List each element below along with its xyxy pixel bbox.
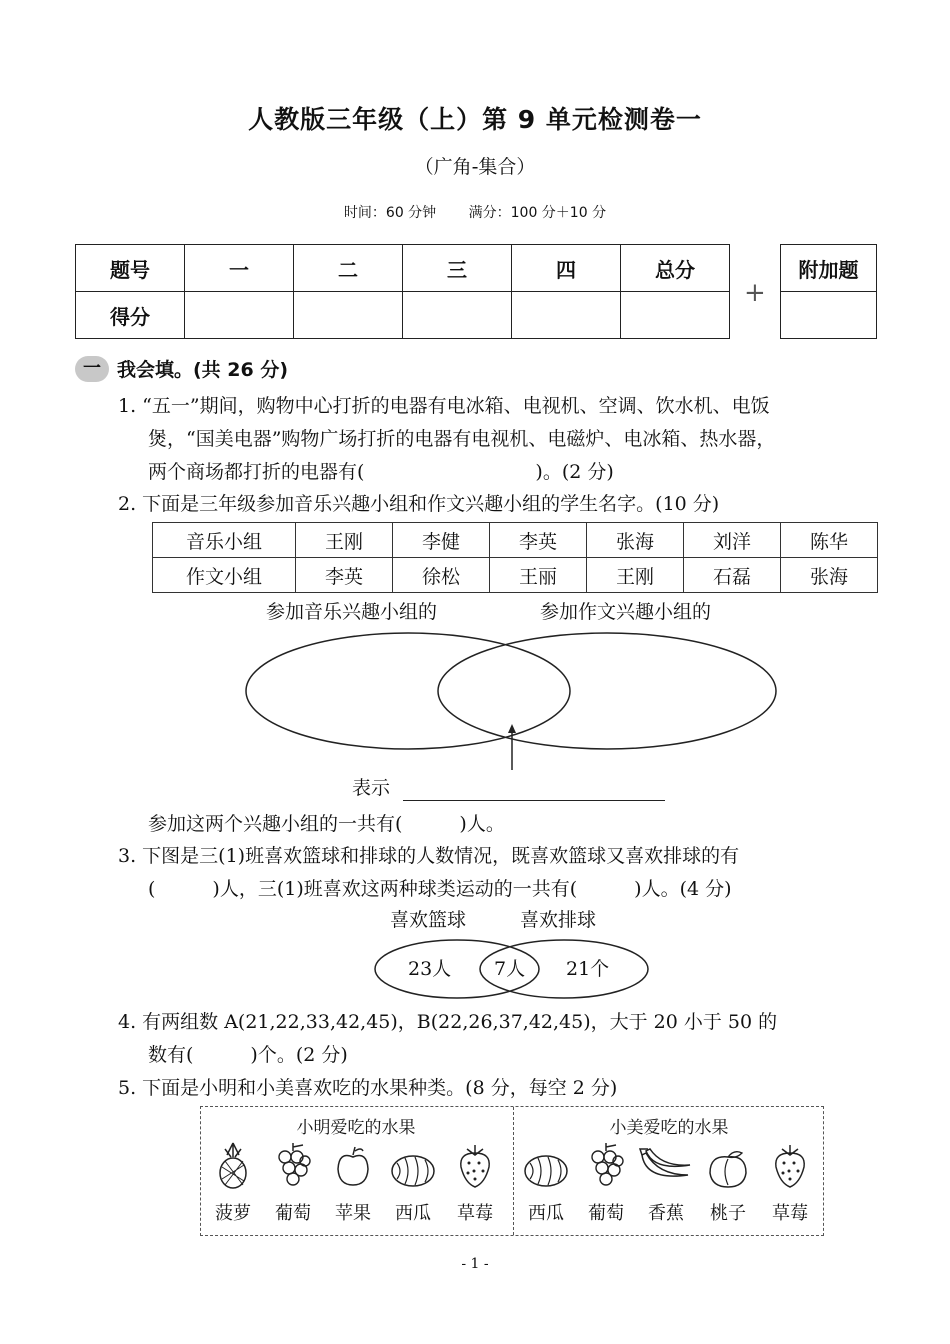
names-cell: 陈华 [781,523,878,558]
fruit-item [698,1141,758,1225]
q2-line1: 2. 下面是三年级参加音乐兴趣小组和作文兴趣小组的学生名字。(10 分) [118,493,720,515]
names-cell: 李健 [393,523,490,558]
fruit-label: 香蕉 [648,1203,684,1224]
names-cell: 张海 [781,558,878,593]
xiaoming-panel [201,1107,511,1235]
page-number: - 1 - [461,1256,489,1272]
names-cell: 李英 [490,523,587,558]
page-title: 人教版三年级（上）第 9 单元检测卷一 [248,105,702,134]
q1-line3: 两个商场都打折的电器有( )。(2 分) [148,461,614,483]
time-limit: 时间：60 分钟 [343,205,437,221]
score-cell[interactable] [294,292,403,339]
xiaomei-header: 小美爱吃的水果 [609,1118,729,1138]
extra-score-table [780,244,877,339]
apple-icon [333,1145,373,1189]
score-header-cell: 三 [403,245,512,292]
fruit-label: 苹果 [335,1203,371,1224]
count-basketball-only: 23人 [408,958,452,980]
fruit-item [383,1141,443,1225]
score-header-cell: 四 [512,245,621,292]
fruit-item [760,1141,820,1225]
fruit-label: 葡萄 [275,1203,311,1224]
names-cell: 王丽 [490,558,587,593]
fruit-item [576,1141,636,1225]
pineapple-icon [213,1141,253,1189]
indicate-answer-line[interactable] [403,800,665,801]
venn-diagram [240,632,785,772]
names-cell: 音乐小组 [153,523,296,558]
exam-meta [0,202,950,222]
arrow-head-icon [508,724,516,733]
score-row-label: 得分 [76,292,185,339]
extra-header-cell: 附加题 [781,245,877,292]
fruit-item [323,1141,383,1225]
q4-line1: 4. 有两组数 A(21,22,33,42,45)，B(22,26,37,42,45)，大于 20 小于 50 的 [118,1011,778,1033]
fruit-label: 西瓜 [395,1203,431,1224]
fruit-label: 葡萄 [588,1203,624,1224]
fruit-label: 西瓜 [528,1203,564,1224]
grapes-icon [586,1141,626,1189]
full-score: 满分：100 分＋10 分 [468,205,607,221]
names-cell: 刘洋 [684,523,781,558]
banana-icon [638,1145,694,1189]
names-cell: 徐松 [393,558,490,593]
names-cell: 石磊 [684,558,781,593]
fruit-label: 草莓 [457,1203,493,1224]
q3-line2: ( )人，三(1)班喜欢这两种球类运动的一共有( )人。(4 分) [148,878,732,900]
venn-label-music: 参加音乐兴趣小组的 [266,601,438,623]
fruit-box [200,1106,824,1236]
fruit-label: 草莓 [772,1203,808,1224]
strawberry-icon [455,1141,495,1189]
q2-total-line: 参加这两个兴趣小组的一共有( )人。 [148,813,505,835]
strawberry-icon [770,1141,810,1189]
xiaomei-panel [513,1107,824,1235]
names-cell: 王刚 [587,558,684,593]
venn-circle-music [246,633,570,749]
names-cell: 王刚 [296,523,393,558]
fruit-item [516,1141,576,1225]
score-header-cell: 总分 [621,245,730,292]
fruit-item [263,1141,323,1225]
fruit-item [636,1141,696,1225]
peach-icon [706,1149,750,1189]
page-subtitle: （广角-集合） [414,156,536,178]
venn-label-writing: 参加作文兴趣小组的 [540,601,712,623]
count-volleyball-only: 21个 [566,958,610,980]
q5-line1: 5. 下面是小明和小美喜欢吃的水果种类。(8 分，每空 2 分) [118,1077,618,1099]
q4-line2: 数有( )个。(2 分) [148,1044,348,1066]
section-heading [75,355,288,382]
section-title: 我会填。(共 26 分) [117,359,289,381]
fruit-item [203,1141,263,1225]
names-cell: 张海 [587,523,684,558]
names-cell: 李英 [296,558,393,593]
count-both: 7人 [494,958,526,980]
extra-score-cell[interactable] [781,292,877,339]
score-cell[interactable] [403,292,512,339]
section-badge: 一 [75,356,109,382]
q1-line1: 1. “五一”期间，购物中心打折的电器有电冰箱、电视机、空调、饮水机、电饭 [118,395,770,417]
indicate-label: 表示 [352,777,391,799]
watermelon-icon [522,1149,570,1189]
label-volleyball: 喜欢排球 [520,909,597,931]
q3-line1: 3. 下图是三(1)班喜欢篮球和排球的人数情况，既喜欢篮球又喜欢排球的有 [118,845,740,867]
score-header-cell: 一 [185,245,294,292]
fruit-item [445,1141,505,1225]
label-basketball: 喜欢篮球 [390,909,467,931]
plus-sign: + [744,278,766,308]
names-cell: 作文小组 [153,558,296,593]
names-table [152,522,878,593]
score-cell[interactable] [185,292,294,339]
score-cell[interactable] [621,292,730,339]
watermelon-icon [389,1149,437,1189]
score-table [75,244,730,339]
score-cell[interactable] [512,292,621,339]
score-header-cell: 题号 [76,245,185,292]
fruit-label: 桃子 [710,1203,746,1224]
q1-line2: 煲，“国美电器”购物广场打折的电器有电视机、电磁炉、电冰箱、热水器， [148,428,776,450]
venn-circle-writing [438,633,776,749]
score-header-cell: 二 [294,245,403,292]
fruit-label: 菠萝 [215,1203,251,1224]
grapes-icon [273,1141,313,1189]
xiaoming-header: 小明爱吃的水果 [296,1118,416,1138]
